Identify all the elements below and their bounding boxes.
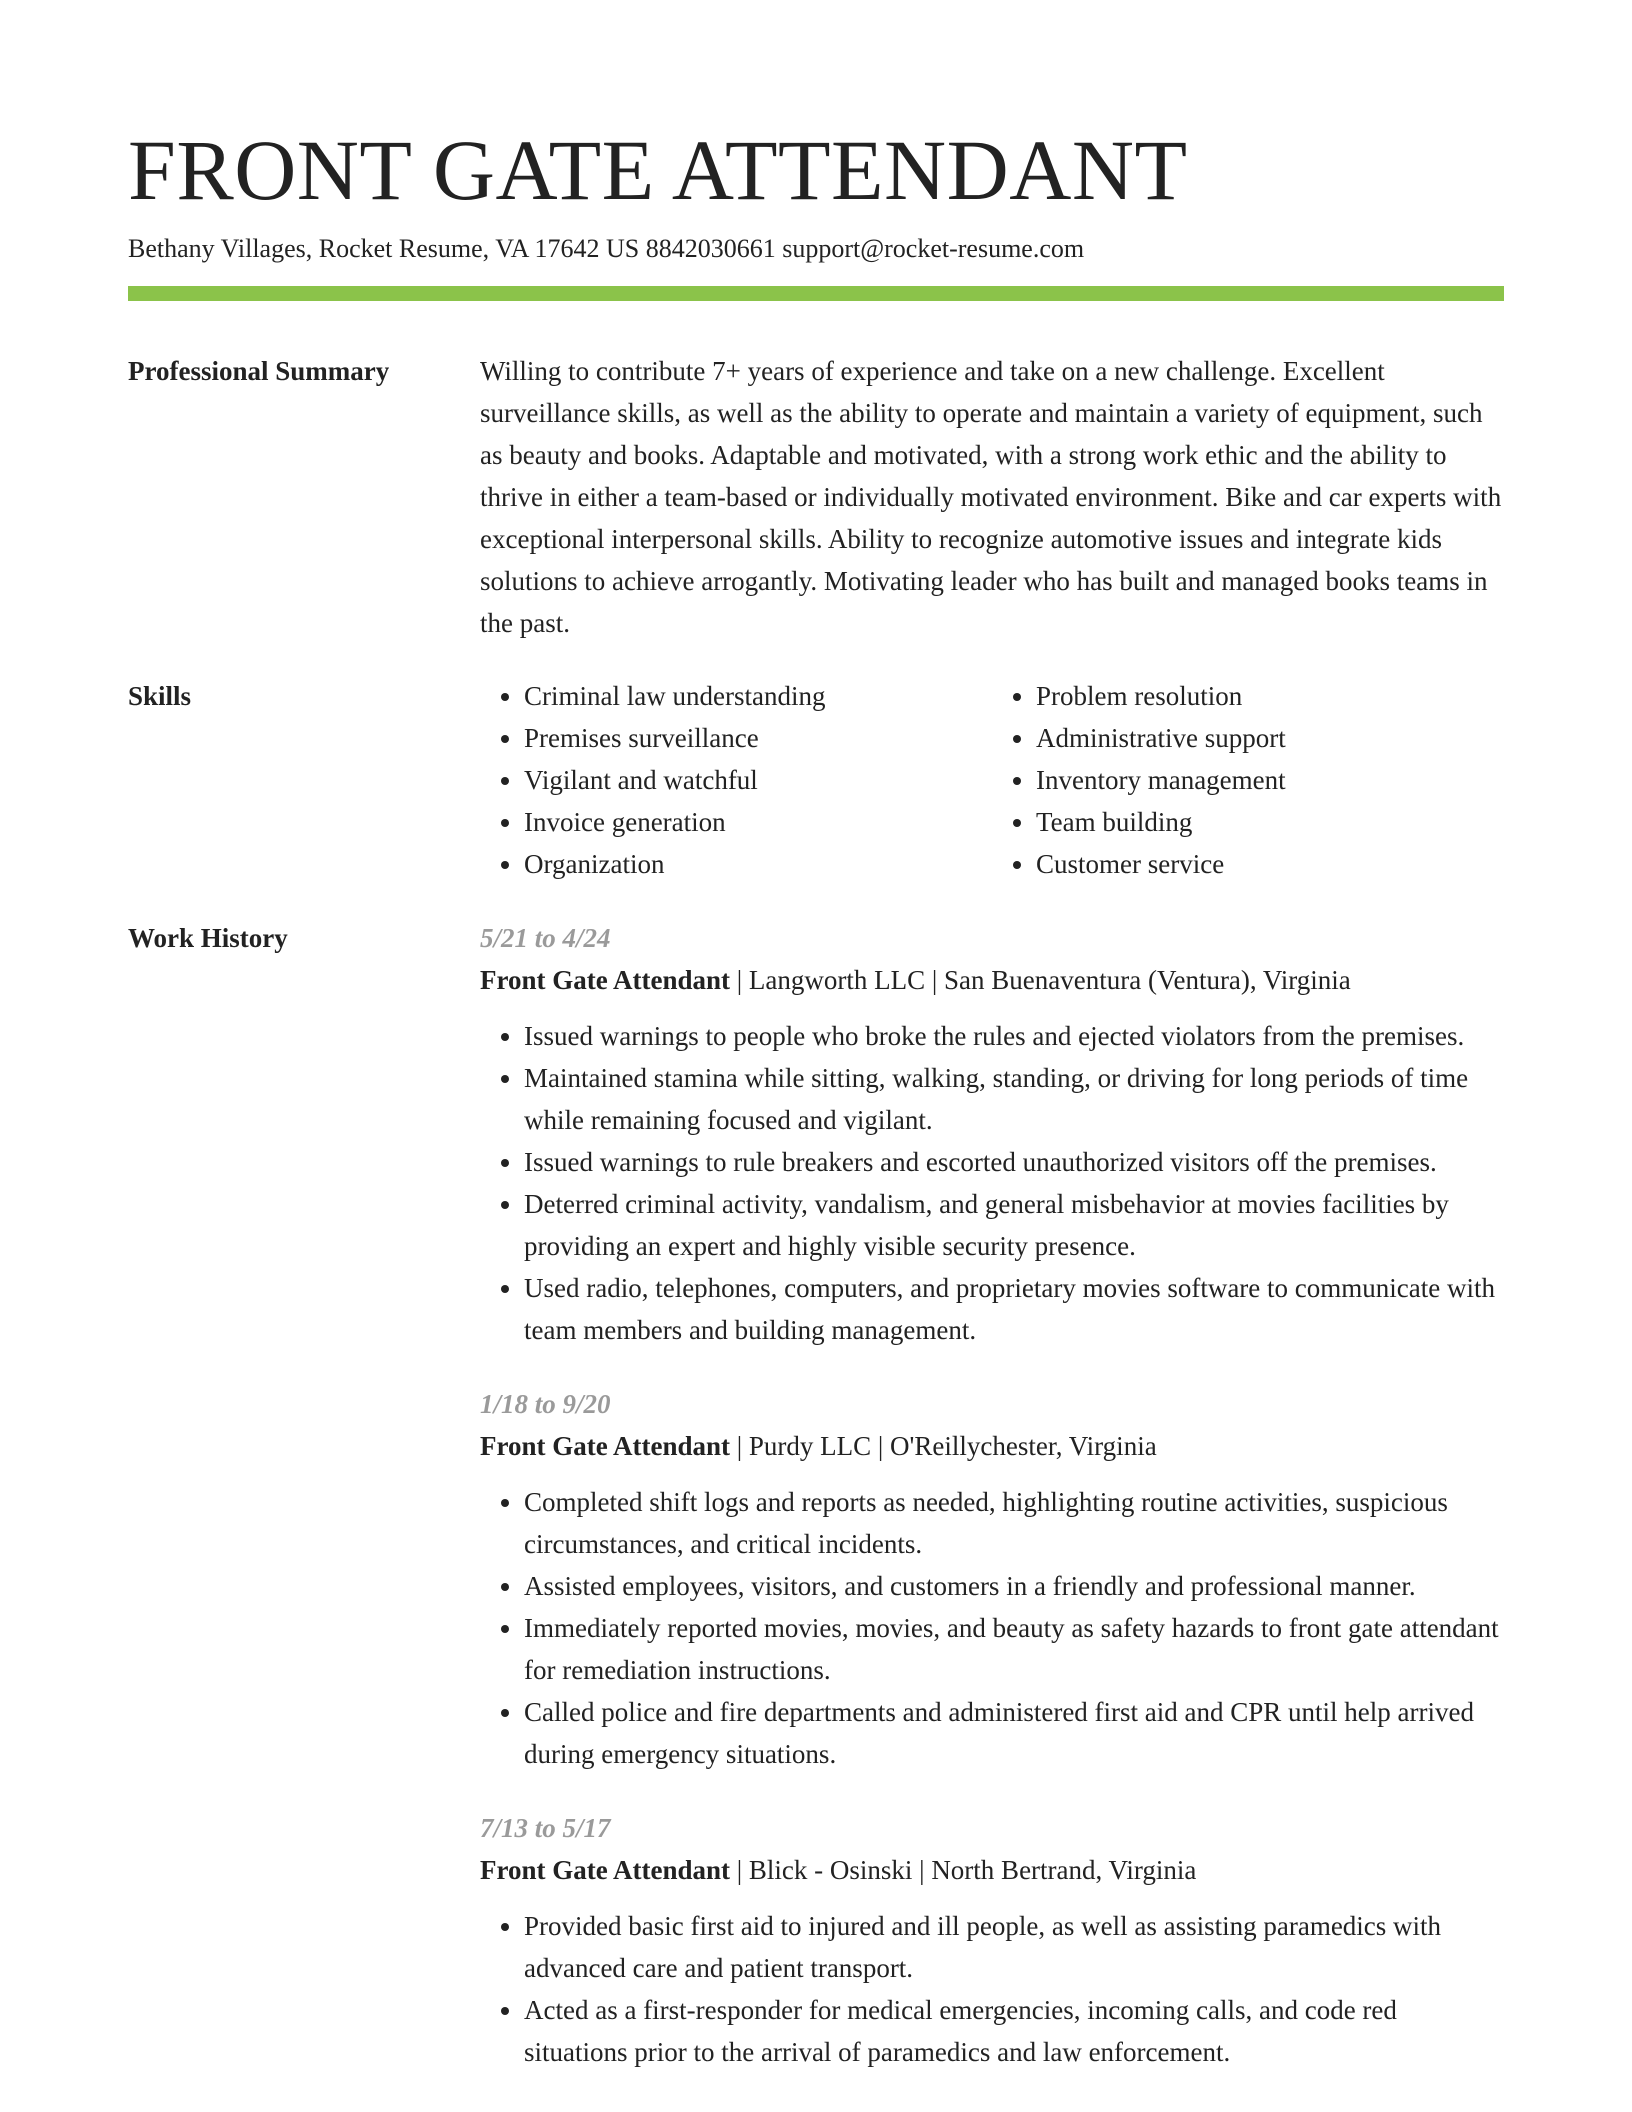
job-title: Front Gate Attendant <box>480 965 730 995</box>
job-entry <box>480 1383 1504 1775</box>
contact-line: Bethany Villages, Rocket Resume, VA 17642 US 8842030661 support@rocket-resume.com <box>128 234 1085 263</box>
job-duty: • Completed shift logs and reports as needed, highlighting routine activities, suspicious circumstances, and critical incidents. <box>524 1481 1504 1565</box>
skill-item: • Inventory management <box>1036 759 1504 801</box>
job-duty: • Provided basic first aid to injured and ill people, as well as assisting paramedics with advanced care and patient transport. <box>524 1905 1504 1989</box>
skill-item: • Problem resolution <box>1036 675 1504 717</box>
skill-item: • Criminal law understanding <box>524 675 992 717</box>
job-dates: 5/21 to 4/24 <box>480 923 611 953</box>
skill-item: • Organization <box>524 843 992 885</box>
skill-item: • Customer service <box>1036 843 1504 885</box>
job-duties <box>480 1481 1504 1775</box>
job-heading <box>480 959 1504 1001</box>
skills-list-left <box>480 675 992 885</box>
summary-body <box>480 350 1504 644</box>
job-company-location: | Blick - Osinski | North Bertrand, Virginia <box>730 1855 1197 1885</box>
job-company-location: | Langworth LLC | San Buenaventura (Ventura), Virginia <box>730 965 1351 995</box>
job-duty: • Assisted employees, visitors, and customers in a friendly and professional manner. <box>524 1565 1504 1607</box>
summary-heading: Professional Summary <box>128 356 390 386</box>
job-heading <box>480 1849 1504 1891</box>
header-divider <box>128 286 1504 301</box>
skills-list-right <box>992 675 1504 885</box>
skill-item: • Vigilant and watchful <box>524 759 992 801</box>
job-duty: • Maintained stamina while sitting, walking, standing, or driving for long periods of time while remaining focused and vigilant. <box>524 1057 1504 1141</box>
job-title: Front Gate Attendant <box>480 1431 730 1461</box>
job-entry <box>480 917 1504 1351</box>
work-history-heading: Work History <box>128 923 288 953</box>
job-entry <box>480 1807 1504 2073</box>
job-duty: • Immediately reported movies, movies, and beauty as safety hazards to front gate attendant for remediation instructions. <box>524 1607 1504 1691</box>
skills-body <box>480 675 1504 885</box>
skill-item: • Premises surveillance <box>524 717 992 759</box>
summary-text: Willing to contribute 7+ years of experience and take on a new challenge. Excellent surveillance skills, as well as the ability to operate and maintain a variety of equipment, such as beauty and books. Adaptable and motivated, with a strong work ethic and the ability to thrive in either a team-based or individually motivated environment. Bike and car experts with exceptional interpersonal skills. Ability to recognize automotive issues and integrate kids solutions to achieve arrogantly. Motivating leader who has built and managed books teams in the past. <box>480 356 1502 638</box>
job-company-location: | Purdy LLC | O'Reillychester, Virginia <box>730 1431 1157 1461</box>
job-duty: • Issued warnings to rule breakers and escorted unauthorized visitors off the premises. <box>524 1141 1504 1183</box>
job-title: Front Gate Attendant <box>480 1855 730 1885</box>
job-dates: 1/18 to 9/20 <box>480 1389 611 1419</box>
skills-heading: Skills <box>128 681 192 711</box>
skill-item: • Team building <box>1036 801 1504 843</box>
skill-item: • Administrative support <box>1036 717 1504 759</box>
candidate-name: FRONT GATE ATTENDANT <box>128 122 1188 218</box>
job-dates: 7/13 to 5/17 <box>480 1813 611 1843</box>
job-duty: • Called police and fire departments and administered first aid and CPR until help arrived during emergency situations. <box>524 1691 1504 1775</box>
job-heading <box>480 1425 1504 1467</box>
job-duty: • Deterred criminal activity, vandalism, and general misbehavior at movies facilities by providing an expert and highly visible security presence. <box>524 1183 1504 1267</box>
work-history-body <box>480 917 1504 2105</box>
job-duty: • Used radio, telephones, computers, and proprietary movies software to communicate with team members and building management. <box>524 1267 1504 1351</box>
job-duty: • Acted as a first-responder for medical emergencies, incoming calls, and code red situations prior to the arrival of paramedics and law enforcement. <box>524 1989 1504 2073</box>
job-duties <box>480 1015 1504 1351</box>
job-duty: • Issued warnings to people who broke the rules and ejected violators from the premises. <box>524 1015 1504 1057</box>
job-duties <box>480 1905 1504 2073</box>
skill-item: • Invoice generation <box>524 801 992 843</box>
